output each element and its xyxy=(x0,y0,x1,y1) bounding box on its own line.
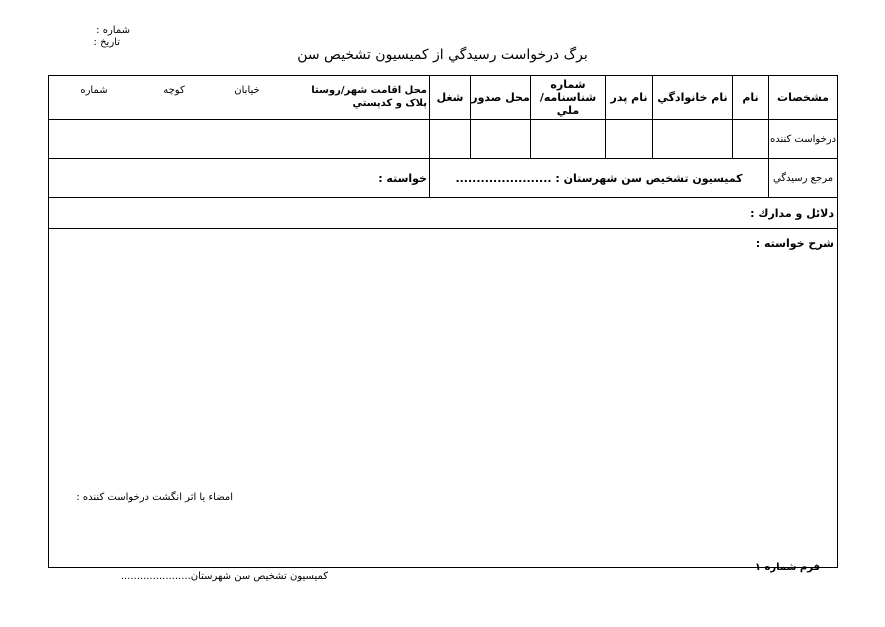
header-number: شماره xyxy=(80,85,108,96)
header-father-name: نام پدر xyxy=(610,91,648,104)
form-number-footer: فرم شماره ۱ xyxy=(754,562,820,573)
page-title: برگ درخواست رسيدگي از کميسيون تشخيص سن xyxy=(297,47,588,63)
requester-occupation-field[interactable] xyxy=(430,120,470,158)
requester-id-number-field[interactable] xyxy=(531,120,605,158)
header-family-name: نام خانوادگي xyxy=(657,91,728,104)
signature-label: امضاء يا اثر انگشت درخواست کننده : xyxy=(76,492,233,503)
requester-address-field[interactable] xyxy=(49,120,429,158)
row-divider xyxy=(49,197,837,198)
authority-commission-text: کميسيون تشخيص سن شهرستان : ....................... xyxy=(455,171,743,185)
header-place-of-issue: محل صدور xyxy=(471,91,530,104)
row-label-requester: درخواست کننده xyxy=(769,133,837,145)
header-specs: مشخصات xyxy=(777,91,829,104)
requester-name-field[interactable] xyxy=(733,120,768,158)
header-name: نام xyxy=(742,91,759,104)
form-number-label: شماره : xyxy=(96,25,130,36)
row-label-authority: مرجع رسيدگي xyxy=(772,172,834,184)
footer-commission: کميسيون تشخيص سن شهرستان...................... xyxy=(120,571,328,582)
description-field[interactable] xyxy=(49,251,837,551)
header-alley: کوچه xyxy=(163,85,185,96)
form-date-label: تاريخ : xyxy=(93,37,120,48)
respondent-label: خواسته : xyxy=(378,172,427,185)
requester-family-name-field[interactable] xyxy=(653,120,732,158)
form-table xyxy=(48,75,838,568)
row-divider xyxy=(49,228,837,229)
header-occupation: شغل xyxy=(436,91,464,104)
description-label: شرح خواسته : xyxy=(755,237,834,250)
requester-place-of-issue-field[interactable] xyxy=(471,120,530,158)
header-street: خيابان xyxy=(234,85,260,96)
header-id-number: شماره شناسنامه/ ملي xyxy=(539,78,597,117)
evidence-label: دلائل و مدارك : xyxy=(750,207,834,220)
requester-father-name-field[interactable] xyxy=(606,120,652,158)
header-residence: محل اقامت شهر/روستا پلاک و کدپستي xyxy=(311,85,427,109)
